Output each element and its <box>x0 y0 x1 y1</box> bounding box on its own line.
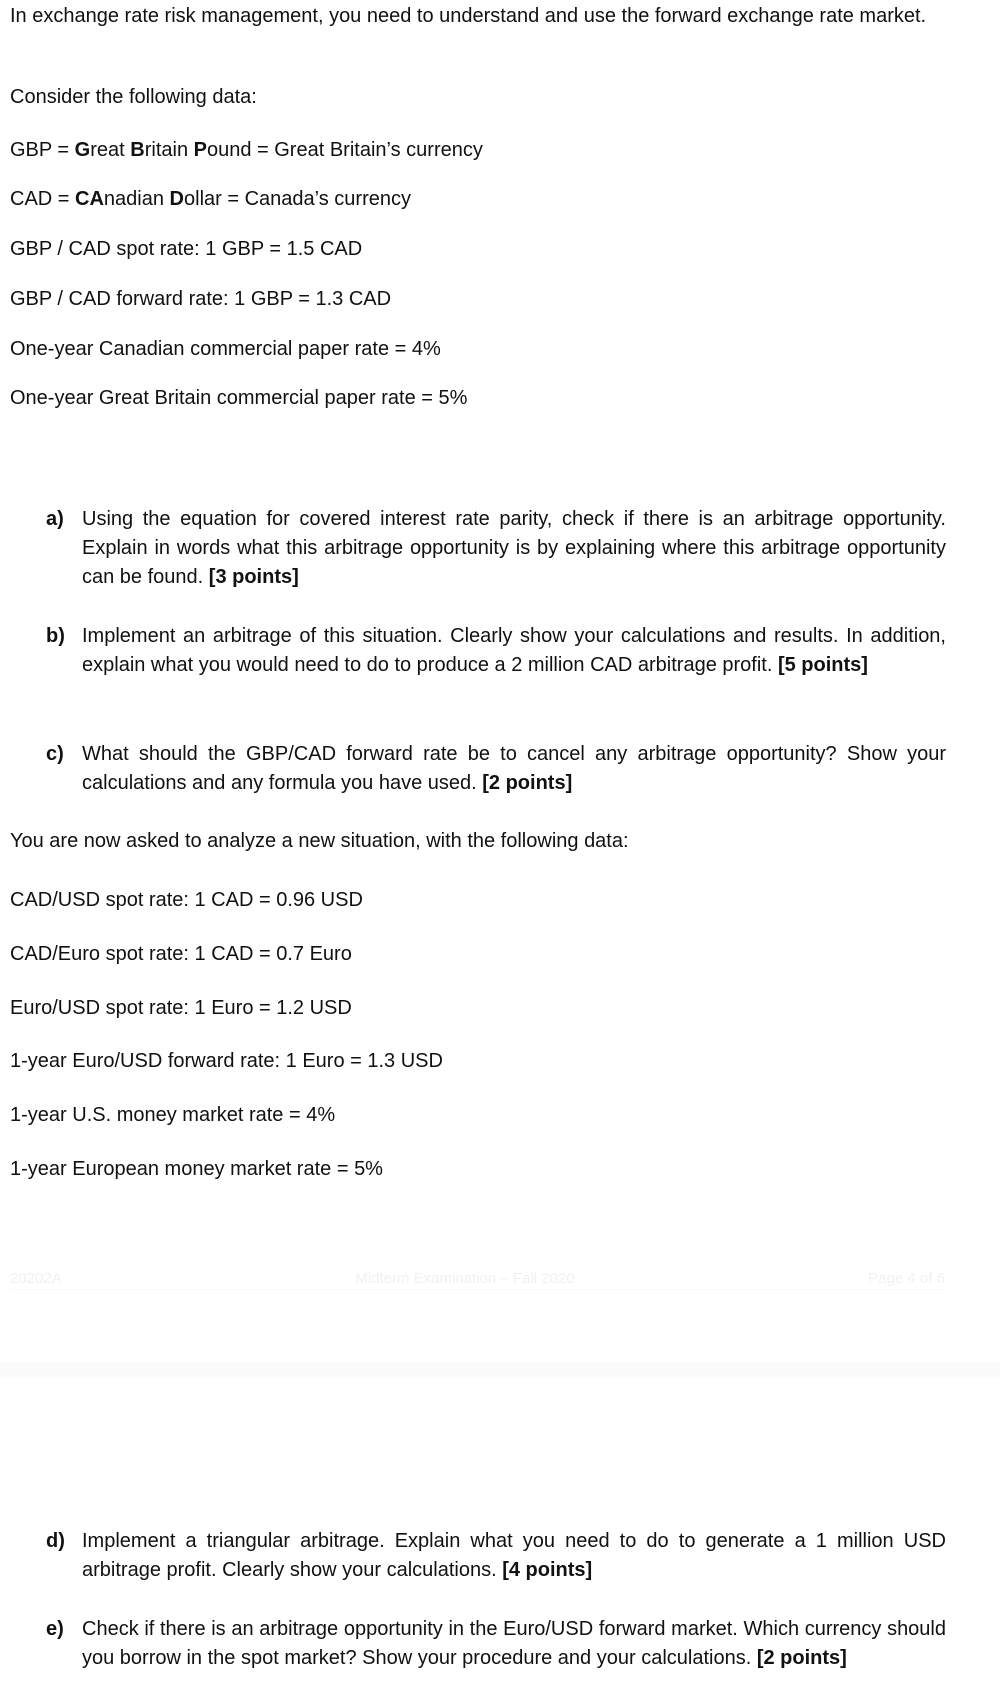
data2-line: 1-year U.S. money market rate = 4% <box>10 1104 336 1126</box>
consider-line: Consider the following data: <box>10 86 257 108</box>
question-text <box>82 740 946 798</box>
data2-line: CAD/Euro spot rate: 1 CAD = 0.7 Euro <box>10 943 352 965</box>
gbp-text-2: ritain <box>144 139 194 161</box>
data1-line: GBP / CAD forward rate: 1 GBP = 1.3 CAD <box>10 288 392 310</box>
data2-line: 1-year Euro/USD forward rate: 1 Euro = 1.3 USD <box>10 1050 443 1072</box>
question-text <box>82 1615 946 1673</box>
footer-page-number: Page 4 of 6 <box>868 1270 945 1287</box>
cad-bold-d: D <box>169 188 184 210</box>
gbp-definition <box>10 137 483 163</box>
cad-code: CAD = <box>10 188 76 210</box>
question-mark: d) <box>46 1530 65 1552</box>
question-body: Implement an arbitrage of this situation. Clearly show your calculations and results. In addition, explain what you would need to do to produce a 2 million CAD arbitrage profit. <box>82 625 946 676</box>
question-points: [2 points] <box>756 1647 847 1669</box>
page-break <box>0 1362 1000 1378</box>
cad-text-2: ollar = Canada’s currency <box>184 188 411 210</box>
question-mark: e) <box>46 1618 64 1640</box>
data1-line: One-year Great Britain commercial paper rate = 5% <box>10 387 468 409</box>
gbp-bold-b: B <box>130 139 145 161</box>
intro-paragraph: In exchange rate risk management, you need to understand and use the forward exchange rate market. <box>10 5 927 27</box>
gbp-text-3: ound = Great Britain’s currency <box>206 139 483 161</box>
data1-line: One-year Canadian commercial paper rate = 4% <box>10 338 441 360</box>
question-c <box>46 740 946 798</box>
question-mark: c) <box>46 743 64 765</box>
question-e <box>46 1615 946 1673</box>
question-a <box>46 505 946 592</box>
question-text <box>82 622 946 680</box>
question-mark: a) <box>46 508 64 530</box>
new-situation-line: You are now asked to analyze a new situation, with the following data: <box>10 830 629 852</box>
question-points: [3 points] <box>208 566 299 588</box>
question-points: [2 points] <box>482 772 573 794</box>
data2-line: 1-year European money market rate = 5% <box>10 1158 383 1180</box>
question-text <box>82 505 946 592</box>
question-b <box>46 622 946 680</box>
question-d <box>46 1527 946 1585</box>
page-footer <box>10 1270 945 1290</box>
footer-exam-title: Midterm Examination – Fall 2020 <box>355 1270 575 1287</box>
question-mark: b) <box>46 625 65 647</box>
gbp-bold-p: P <box>193 139 207 161</box>
question-points: [4 points] <box>502 1559 593 1581</box>
data2-line: Euro/USD spot rate: 1 Euro = 1.2 USD <box>10 997 352 1019</box>
cad-text-1: nadian <box>103 188 170 210</box>
question-body: Check if there is an arbitrage opportunity in the Euro/USD forward market. Which currency should you borrow in the spot market? Show your procedure and your calculations. <box>82 1618 946 1669</box>
question-points: [5 points] <box>777 654 868 676</box>
data1-line: GBP / CAD spot rate: 1 GBP = 1.5 CAD <box>10 238 363 260</box>
question-body: Using the equation for covered interest rate parity, check if there is an arbitrage opportunity. Explain in words what this arbitrage opportunity is by explaining where this arbitrage opportunity can be found. <box>82 508 946 588</box>
cad-definition <box>10 186 411 212</box>
data2-line: CAD/USD spot rate: 1 CAD = 0.96 USD <box>10 889 363 911</box>
gbp-code: GBP = <box>10 139 75 161</box>
question-text <box>82 1527 946 1585</box>
gbp-text-1: reat <box>90 139 131 161</box>
question-body: Implement a triangular arbitrage. Explain what you need to do to generate a 1 million USD arbitrage profit. Clearly show your calculations. <box>82 1530 946 1581</box>
footer-course-code: 20202A <box>10 1270 62 1287</box>
cad-bold-ca: CA <box>75 188 104 210</box>
question-body: What should the GBP/CAD forward rate be to cancel any arbitrage opportunity? Show your calculations and any formula you have used. <box>82 743 946 794</box>
gbp-bold-g: G <box>74 139 91 161</box>
